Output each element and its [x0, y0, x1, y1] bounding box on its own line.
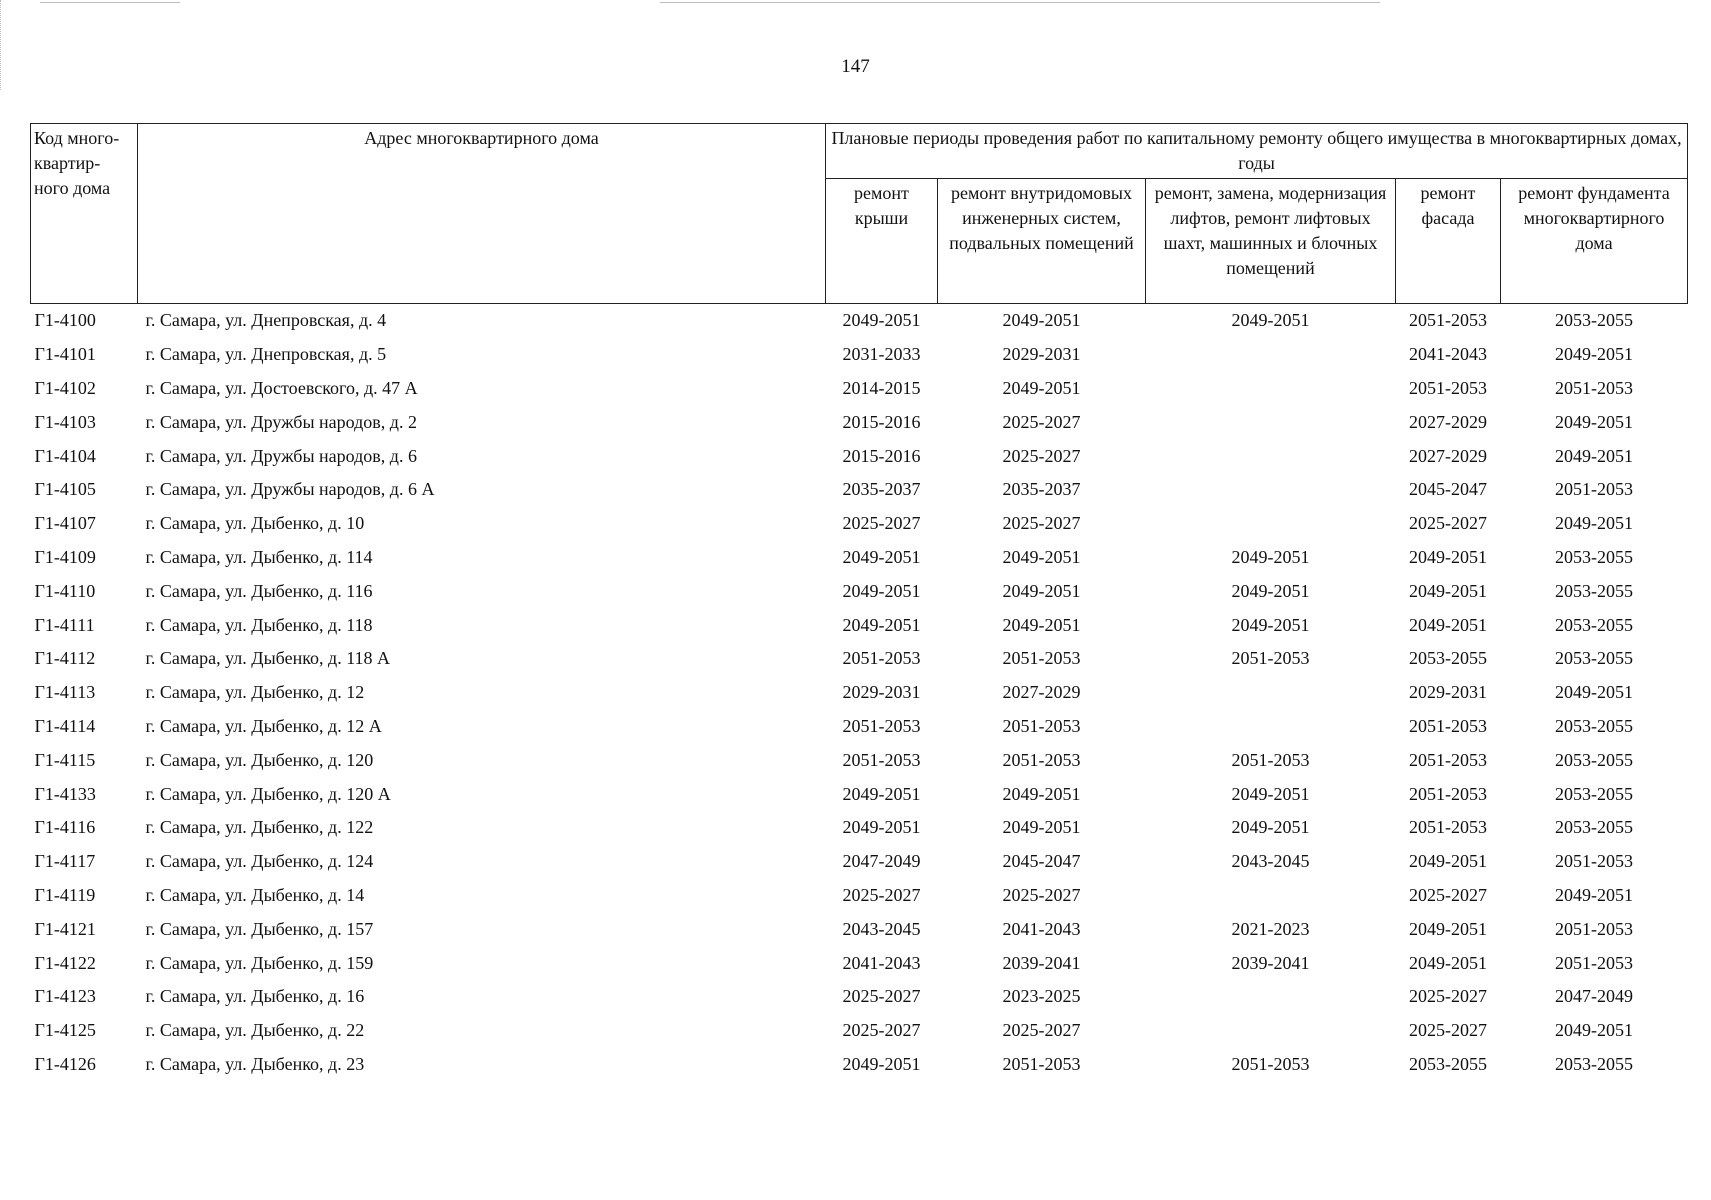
engineering-period: 2027-2029: [1002, 682, 1081, 703]
roof-period: 2051-2053: [842, 715, 921, 736]
house-address: г. Самара, ул. Дыбенко, д. 120: [145, 749, 374, 770]
house-address: г. Самара, ул. Дыбенко, д. 159: [145, 952, 374, 973]
table-header: [31, 124, 1688, 304]
foundation-period: 2049-2051: [1555, 682, 1634, 703]
foundation-period: 2051-2053: [1555, 918, 1634, 939]
scan-top-artifact: [660, 2, 1380, 3]
page-number: 147: [841, 56, 870, 77]
table-row: [31, 1048, 1688, 1082]
elevators-period: 2049-2051: [1231, 310, 1310, 331]
house-address: г. Самара, ул. Дыбенко, д. 12 А: [145, 715, 382, 736]
foundation-period: 2051-2053: [1555, 377, 1634, 398]
elevators-period: 2043-2045: [1231, 851, 1310, 872]
elevators-period: [1146, 473, 1396, 507]
foundation-period: 2053-2055: [1555, 648, 1634, 669]
header-facade: ремонт фасада: [1396, 179, 1501, 304]
header-elevators: ремонт, замена, модернизация лифтов, ремонт лифтовых шахт, машинных и блочных помещений: [1146, 179, 1396, 304]
facade-period: 2051-2053: [1409, 310, 1487, 331]
table-row: [31, 608, 1688, 642]
elevators-period: [1146, 507, 1396, 541]
elevators-period: [1146, 1014, 1396, 1048]
elevators-period: [1146, 879, 1396, 913]
house-code: Г1-4109: [34, 546, 96, 567]
table-body: [31, 304, 1688, 1082]
header-engineering: ремонт внутридомовых инженерных систем, подвальных помещений: [938, 179, 1146, 304]
house-code: Г1-4116: [34, 817, 96, 838]
engineering-period: 2025-2027: [1002, 1020, 1081, 1041]
roof-period: 2049-2051: [842, 614, 921, 635]
elevators-period: [1146, 439, 1396, 473]
house-address: г. Самара, ул. Дыбенко, д. 118 А: [145, 648, 391, 669]
facade-period: 2051-2053: [1409, 817, 1487, 838]
elevators-period: 2049-2051: [1231, 546, 1310, 567]
table-row: [31, 507, 1688, 541]
house-address: г. Самара, ул. Дыбенко, д. 120 А: [145, 783, 391, 804]
engineering-period: 2025-2027: [1002, 445, 1081, 466]
house-address: г. Самара, ул. Дыбенко, д. 122: [145, 817, 374, 838]
facade-period: 2051-2053: [1409, 715, 1487, 736]
facade-period: 2053-2055: [1409, 648, 1487, 669]
facade-period: 2029-2031: [1409, 682, 1487, 703]
foundation-period: 2051-2053: [1555, 851, 1634, 872]
house-code: Г1-4115: [34, 749, 96, 770]
foundation-period: 2053-2055: [1555, 749, 1634, 770]
roof-period: 2049-2051: [842, 580, 921, 601]
house-address: г. Самара, ул. Дыбенко, д. 12: [145, 682, 365, 703]
elevators-period: 2021-2023: [1231, 918, 1310, 939]
table-row: [31, 473, 1688, 507]
facade-period: 2041-2043: [1409, 344, 1487, 365]
house-code: Г1-4114: [34, 715, 96, 736]
engineering-period: 2049-2051: [1002, 377, 1081, 398]
house-code: Г1-4105: [34, 479, 96, 500]
table-row: [31, 743, 1688, 777]
house-code: Г1-4119: [34, 884, 96, 905]
house-address: г. Самара, ул. Дыбенко, д. 16: [145, 986, 365, 1007]
header-roof: ремонт крыши: [826, 179, 938, 304]
roof-period: 2049-2051: [842, 546, 921, 567]
roof-period: 2049-2051: [842, 783, 921, 804]
roof-period: 2047-2049: [842, 851, 921, 872]
roof-period: 2025-2027: [842, 1020, 921, 1041]
house-address: г. Самара, ул. Дыбенко, д. 118: [145, 614, 373, 635]
table-row: [31, 912, 1688, 946]
roof-period: 2051-2053: [842, 648, 921, 669]
facade-period: 2053-2055: [1409, 1053, 1487, 1074]
facade-period: 2049-2051: [1409, 546, 1487, 567]
facade-period: 2025-2027: [1409, 884, 1487, 905]
elevators-period: 2049-2051: [1231, 783, 1310, 804]
facade-period: 2045-2047: [1409, 479, 1487, 500]
house-code: Г1-4104: [34, 445, 96, 466]
roof-period: 2051-2053: [842, 749, 921, 770]
table-row: [31, 946, 1688, 980]
engineering-period: 2049-2051: [1002, 817, 1081, 838]
header-foundation: ремонт фундамента многоквартирного дома: [1501, 179, 1688, 304]
house-address: г. Самара, ул. Достоевского, д. 47 А: [145, 377, 418, 398]
roof-period: 2041-2043: [842, 952, 921, 973]
house-code: Г1-4125: [34, 1020, 96, 1041]
foundation-period: 2051-2053: [1555, 952, 1634, 973]
house-code: Г1-4107: [34, 513, 96, 534]
house-code: Г1-4100: [34, 310, 96, 331]
foundation-period: 2049-2051: [1555, 884, 1634, 905]
house-address: г. Самара, ул. Дыбенко, д. 157: [145, 918, 374, 939]
table-row: [31, 710, 1688, 744]
house-code: Г1-4102: [34, 377, 96, 398]
roof-period: 2025-2027: [842, 986, 921, 1007]
repair-schedule-table: [30, 123, 1688, 1081]
roof-period: 2035-2037: [842, 479, 921, 500]
elevators-period: 2051-2053: [1231, 749, 1310, 770]
foundation-period: 2053-2055: [1555, 310, 1634, 331]
elevators-period: [1146, 980, 1396, 1014]
table-row: [31, 304, 1688, 338]
house-code: Г1-4111: [34, 614, 95, 635]
roof-period: 2049-2051: [842, 817, 921, 838]
header-code: Код много-квартир-ного дома: [31, 124, 138, 304]
engineering-period: 2051-2053: [1002, 715, 1081, 736]
engineering-period: 2029-2031: [1002, 344, 1081, 365]
elevators-period: 2049-2051: [1231, 580, 1310, 601]
roof-period: 2049-2051: [842, 1053, 921, 1074]
engineering-period: 2035-2037: [1002, 479, 1081, 500]
roof-period: 2015-2016: [842, 411, 921, 432]
foundation-period: 2049-2051: [1555, 513, 1634, 534]
roof-period: 2049-2051: [842, 310, 921, 331]
foundation-period: 2053-2055: [1555, 715, 1634, 736]
scan-top-artifact: [40, 2, 180, 3]
elevators-period: 2039-2041: [1231, 952, 1310, 973]
elevators-period: [1146, 710, 1396, 744]
facade-period: 2051-2053: [1409, 377, 1487, 398]
engineering-period: 2025-2027: [1002, 411, 1081, 432]
header-address: Адрес многоквартирного дома: [138, 124, 826, 304]
engineering-period: 2049-2051: [1002, 614, 1081, 635]
house-address: г. Самара, ул. Дружбы народов, д. 6: [145, 445, 417, 466]
roof-period: 2029-2031: [842, 682, 921, 703]
engineering-period: 2049-2051: [1002, 580, 1081, 601]
house-address: г. Самара, ул. Дыбенко, д. 10: [145, 513, 365, 534]
elevators-period: 2051-2053: [1231, 1053, 1310, 1074]
house-code: Г1-4101: [34, 344, 96, 365]
elevators-period: [1146, 676, 1396, 710]
table-row: [31, 338, 1688, 372]
elevators-period: 2049-2051: [1231, 817, 1310, 838]
elevators-period: 2051-2053: [1231, 648, 1310, 669]
facade-period: 2051-2053: [1409, 749, 1487, 770]
foundation-period: 2049-2051: [1555, 445, 1634, 466]
header-periods: Плановые периоды проведения работ по капитальному ремонту общего имущества в многоквартирных домах, годы: [826, 124, 1688, 179]
table-row: [31, 676, 1688, 710]
facade-period: 2051-2053: [1409, 783, 1487, 804]
facade-period: 2027-2029: [1409, 411, 1487, 432]
foundation-period: 2051-2053: [1555, 479, 1634, 500]
engineering-period: 2041-2043: [1002, 918, 1081, 939]
facade-period: 2049-2051: [1409, 614, 1487, 635]
engineering-period: 2049-2051: [1002, 310, 1081, 331]
facade-period: 2025-2027: [1409, 1020, 1487, 1041]
table-row: [31, 372, 1688, 406]
engineering-period: 2049-2051: [1002, 546, 1081, 567]
house-code: Г1-4112: [34, 648, 96, 669]
engineering-period: 2025-2027: [1002, 884, 1081, 905]
house-address: г. Самара, ул. Днепровская, д. 4: [145, 310, 387, 331]
facade-period: 2049-2051: [1409, 580, 1487, 601]
house-code: Г1-4123: [34, 986, 96, 1007]
engineering-period: 2051-2053: [1002, 749, 1081, 770]
facade-period: 2025-2027: [1409, 986, 1487, 1007]
foundation-period: 2049-2051: [1555, 344, 1634, 365]
foundation-period: 2053-2055: [1555, 1053, 1634, 1074]
house-code: Г1-4122: [34, 952, 96, 973]
engineering-period: 2039-2041: [1002, 952, 1081, 973]
foundation-period: 2053-2055: [1555, 546, 1634, 567]
house-code: Г1-4126: [34, 1053, 96, 1074]
house-address: г. Самара, ул. Дыбенко, д. 14: [145, 884, 365, 905]
facade-period: 2049-2051: [1409, 952, 1487, 973]
elevators-period: [1146, 405, 1396, 439]
engineering-period: 2045-2047: [1002, 851, 1081, 872]
house-address: г. Самара, ул. Дружбы народов, д. 6 А: [145, 479, 435, 500]
house-code: Г1-4103: [34, 411, 96, 432]
house-address: г. Самара, ул. Дыбенко, д. 23: [145, 1053, 365, 1074]
house-address: г. Самара, ул. Дыбенко, д. 114: [145, 546, 373, 567]
table-row: [31, 811, 1688, 845]
facade-period: 2025-2027: [1409, 513, 1487, 534]
foundation-period: 2053-2055: [1555, 614, 1634, 635]
facade-period: 2049-2051: [1409, 918, 1487, 939]
table-row: [31, 980, 1688, 1014]
foundation-period: 2049-2051: [1555, 1020, 1634, 1041]
table-row: [31, 642, 1688, 676]
table-row: [31, 845, 1688, 879]
elevators-period: [1146, 372, 1396, 406]
house-address: г. Самара, ул. Дыбенко, д. 22: [145, 1020, 365, 1041]
roof-period: 2025-2027: [842, 884, 921, 905]
elevators-period: [1146, 338, 1396, 372]
table-row: [31, 879, 1688, 913]
house-address: г. Самара, ул. Днепровская, д. 5: [145, 344, 387, 365]
table-row: [31, 1014, 1688, 1048]
engineering-period: 2051-2053: [1002, 648, 1081, 669]
facade-period: 2049-2051: [1409, 851, 1487, 872]
house-code: Г1-4133: [34, 783, 96, 804]
table-row: [31, 777, 1688, 811]
table-row: [31, 541, 1688, 575]
engineering-period: 2049-2051: [1002, 783, 1081, 804]
roof-period: 2031-2033: [842, 344, 921, 365]
foundation-period: 2053-2055: [1555, 783, 1634, 804]
roof-period: 2025-2027: [842, 513, 921, 534]
roof-period: 2043-2045: [842, 918, 921, 939]
house-code: Г1-4117: [34, 851, 96, 872]
foundation-period: 2049-2051: [1555, 411, 1634, 432]
table-row: [31, 439, 1688, 473]
house-address: г. Самара, ул. Дружбы народов, д. 2: [145, 411, 417, 432]
roof-period: 2015-2016: [842, 445, 921, 466]
foundation-period: 2053-2055: [1555, 580, 1634, 601]
house-code: Г1-4110: [34, 580, 96, 601]
elevators-period: 2049-2051: [1231, 614, 1310, 635]
foundation-period: 2053-2055: [1555, 817, 1634, 838]
engineering-period: 2025-2027: [1002, 513, 1081, 534]
house-code: Г1-4113: [34, 682, 96, 703]
facade-period: 2027-2029: [1409, 445, 1487, 466]
engineering-period: 2051-2053: [1002, 1053, 1081, 1074]
foundation-period: 2047-2049: [1555, 986, 1634, 1007]
roof-period: 2014-2015: [842, 377, 921, 398]
house-address: г. Самара, ул. Дыбенко, д. 124: [145, 851, 374, 872]
house-address: г. Самара, ул. Дыбенко, д. 116: [145, 580, 373, 601]
table-row: [31, 405, 1688, 439]
table-row: [31, 574, 1688, 608]
engineering-period: 2023-2025: [1002, 986, 1081, 1007]
house-code: Г1-4121: [34, 918, 96, 939]
